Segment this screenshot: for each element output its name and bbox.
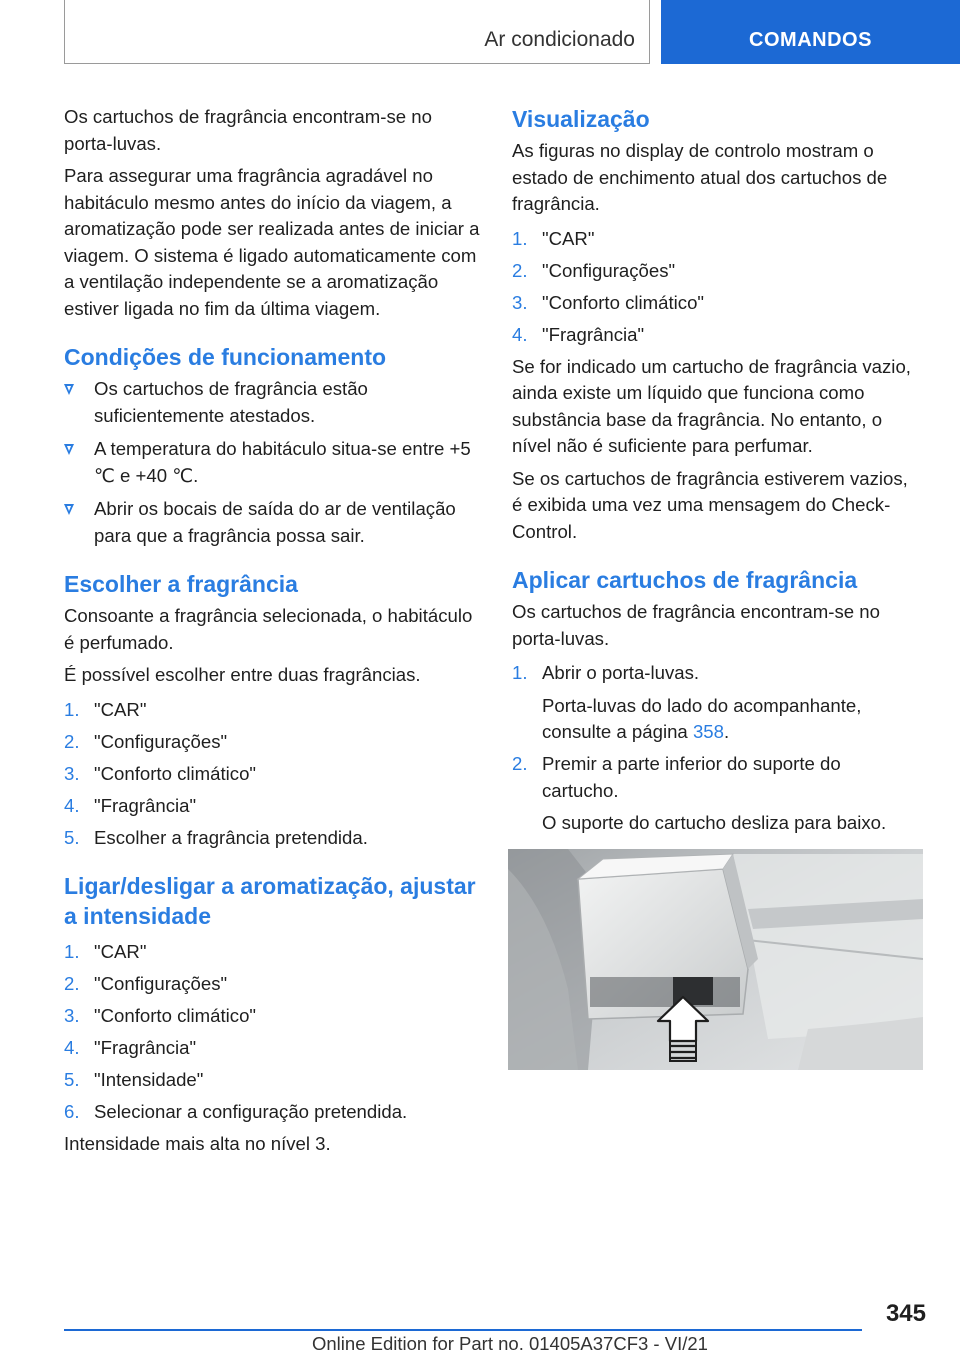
step-number: 1. [64,698,80,720]
step-number: 2. [64,730,80,752]
left-column [64,104,480,1164]
cartridge-holder-photo [508,849,923,1070]
display-paragraph: As figuras no display de controlo mostram o estado de enchimento atual dos cartuchos de fragrância. [512,140,888,214]
list-item [512,258,917,285]
list-item [512,660,917,746]
list-item [64,1099,480,1126]
step-subtext-a: Porta-luvas do lado do acompanhante, consulte a página [542,694,862,742]
intro-paragraph-1: Os cartuchos de fragrância encontram-se no porta-luvas. [64,106,432,154]
conditions-heading: Condições de funcionamento [64,344,387,370]
list-item-text: Abrir os bocais de saída do ar de ventilação para que a fragrância possa sair. [94,498,456,546]
step-text: Abrir o porta-luvas. [542,662,700,683]
intensity-note: Intensidade mais alta no nível 3. [64,1133,331,1154]
list-item-text: A temperatura do habitáculo situa-se entre +5 ℃ e +40 ℃. [94,438,471,486]
step-number: 6. [64,1101,80,1122]
header-chapter-tab[interactable] [661,0,960,64]
list-item [64,939,480,966]
onoff-steps-list [64,939,480,1126]
step-subtext [542,693,917,746]
step-number: 5. [64,826,80,848]
step-number: 3. [64,762,80,784]
step-text: "Conforto climático" [542,291,705,313]
step-number: 5. [64,1069,80,1090]
choose-steps-list [64,697,480,852]
step-text: "Configurações" [542,259,676,281]
empty-cartridge-paragraph: Se for indicado um cartucho de fragrância vazio, ainda existe um líquido que funciona como substância base da fragrância. No entanto, o nível não é suficiente para perfumar. [512,355,911,456]
step-text: "Configurações" [94,973,228,994]
edition-info: Online Edition for Part no. 01405A37CF3 - VI/21 [312,1333,708,1354]
list-item [512,226,917,253]
apply-paragraph: Os cartuchos de fragrância encontram-se no porta-luvas. [512,601,880,649]
triangle-bullet-icon [64,444,74,455]
page-reference-link[interactable]: 358 [692,721,724,742]
intro-paragraph-2: Para assegurar uma fragrância agradável no habitáculo mesmo antes do início da viagem, a aromatização pode ser realizada antes de iniciar a viagem. O sistema é ligado automaticamente com a ventilação independente se a aromatização estiver ligada no fim da última viagem. [64,165,480,319]
step-number: 3. [512,291,528,313]
step-text: "Conforto climático" [94,762,257,784]
apply-cartridges-heading: Aplicar cartuchos de fragrância [512,567,858,593]
step-number: 4. [64,1037,80,1058]
list-item [64,1035,480,1062]
apply-steps-list [512,660,917,837]
step-number: 4. [64,794,80,816]
step-text: "Conforto climático" [94,1005,257,1026]
list-item [64,496,480,549]
step-number: 2. [512,753,528,774]
step-number: 1. [512,662,528,683]
step-text: "Configurações" [94,730,228,752]
list-item [64,761,480,788]
step-subtext-b: . [723,721,730,742]
check-control-paragraph: Se os cartuchos de fragrância estiverem vazios, é exibida uma vez uma mensagem do Check-Control. [512,467,908,542]
list-item [64,376,480,429]
list-item [64,825,480,852]
right-column [512,104,917,842]
triangle-bullet-icon [64,384,74,395]
onoff-heading: Ligar/desligar a aromatização, ajustar a intensidade [64,873,476,929]
conditions-list [64,376,480,549]
step-text: Selecionar a configuração pretendida. [94,1101,408,1122]
step-text: "Fragrância" [94,794,197,816]
chapter-title: COMANDOS [749,29,872,51]
step-text: "CAR" [94,698,147,720]
step-number: 1. [64,941,80,962]
step-subtext: O suporte do cartucho desliza para baixo. [542,812,887,833]
list-item [64,729,480,756]
step-text: "CAR" [542,227,595,249]
step-text: "Fragrância" [542,323,645,345]
step-number: 3. [64,1005,80,1026]
choose-fragrance-heading: Escolher a fragrância [64,571,298,597]
footer-divider [64,1329,862,1331]
triangle-bullet-icon [64,504,74,515]
display-steps-list [512,226,917,349]
list-item [64,697,480,724]
step-number: 2. [512,259,528,281]
section-title: Ar condicionado [484,28,635,51]
step-number: 2. [64,973,80,994]
step-number: 1. [512,227,528,249]
list-item [64,793,480,820]
list-item [64,1067,480,1094]
list-item [512,751,917,837]
step-number: 4. [512,323,528,345]
list-item [512,322,917,349]
list-item [512,290,917,317]
list-item [64,436,480,489]
list-item [64,1003,480,1030]
step-text: Escolher a fragrância pretendida. [94,826,368,848]
list-item [64,971,480,998]
step-text: "Fragrância" [94,1037,197,1058]
page-number: 345 [885,1300,926,1327]
step-text: "Intensidade" [94,1069,204,1090]
choose-paragraph-1: Consoante a fragrância selecionada, o habitáculo é perfumado. [64,605,473,653]
step-text: Premir a parte inferior do suporte do cartucho. [542,753,841,801]
list-item-text: Os cartuchos de fragrância estão suficientemente atestados. [94,378,368,426]
display-heading: Visualização [512,106,650,132]
step-text: "CAR" [94,941,147,962]
choose-paragraph-2: É possível escolher entre duas fragrâncias. [64,664,421,685]
header-section-box [64,0,650,64]
